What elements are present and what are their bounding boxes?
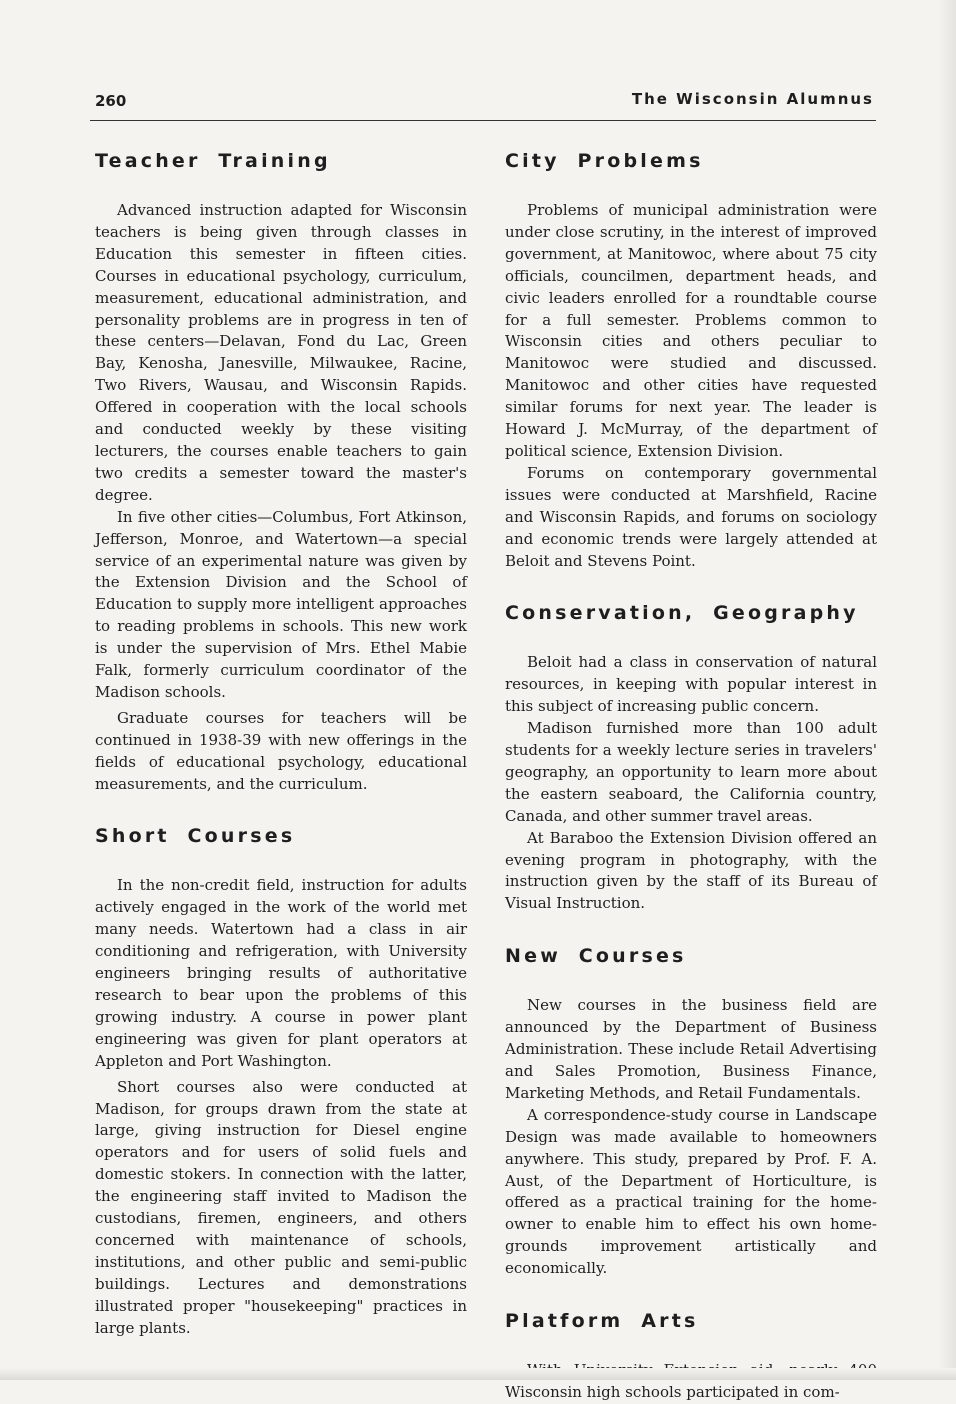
running-head-title: The Wisconsin Alumnus <box>631 90 874 108</box>
section-city-problems <box>505 148 877 572</box>
section-new-courses <box>505 943 877 1280</box>
page-bottom-shadow <box>0 1368 956 1380</box>
page-number: 260 <box>95 92 127 110</box>
paragraph: In the non-credit field, instruction for adults actively engaged in the work of the world met many needs. Watertown had a class in air conditioning and refrigeration, with University engineers bringing results of authoritative research to bear upon the problems of this growing industry. A course in power plant engineering was given for plant operators at Appleton and Port Washington. <box>95 876 467 1070</box>
section-heading: Platform Arts <box>505 1310 699 1333</box>
paragraph: Forums on contemporary governmental issues were conducted at Marshfield, Racine and Wisconsin Rapids, and forums on sociology and economic trends were largely attended at Beloit and Stevens Point. <box>505 463 877 570</box>
section-heading: City Problems <box>505 150 704 172</box>
page-edge-shadow <box>938 0 956 1380</box>
section-platform-arts <box>505 1308 877 1404</box>
paragraph: At Baraboo the Extension Division offered an evening program in photography, with the instruction given by the staff of its Bureau of Visual Instruction. <box>505 828 877 913</box>
section-teacher-training <box>95 148 467 795</box>
paragraph: Problems of municipal administration were under close scrutiny, in the interest of improved government, at Manitowoc, where about 75 city officials, councilmen, department heads, and civic leaders enrolled for a roundtable course for a full semester. Problems common to Wisconsin cities and others peculiar to Manitowoc were studied and discussed. Manitowoc and other cities have requested similar forums for next year. The leader is Howard J. McMurray, of the department of political science, Extension Division. <box>505 201 877 460</box>
paragraph: Short courses also were conducted at Madison, for groups drawn from the state at large, giving instruction for Diesel engine operators and for users of solid fuels and domestic stokers. In connection with the latter, the engineering staff invited to Madison the custodians, firemen, engineers, and others concerned with maintenance of schools, institutions, and other public and semi-public buildings. Lectures and demonstrations illustrated proper "housekeeping" practices in large plants. <box>95 1077 467 1337</box>
paragraph: Madison furnished more than 100 adult students for a weekly lecture series in travelers' geography, an opportunity to learn more about the eastern seaboard, the California country, Canada, and other summer travel areas. <box>505 719 877 825</box>
section-short-courses <box>95 823 467 1339</box>
paragraph: Advanced instruction adapted for Wisconsin teachers is being given through classes in Education this semester in fifteen cities. Courses in educational psychology, curriculum, measurement, educational administration, and personality problems are in progress in ten of these centers—Delavan, Fond du Lac, Green Bay, Kenosha, Janesville, Milwaukee, Racine, Two Rivers, Wausau, and Wisconsin Rapids. Offered in cooperation with the local schools and conducted weekly by these visiting lecturers, the courses enable teachers to gain two credits a semester toward the master's degree. <box>95 201 467 504</box>
section-conservation-geography <box>505 600 877 915</box>
paragraph: Graduate courses for teachers will be continued in 1938-39 with new offerings in the fields of educational psychology, educational measurements, and the curriculum. <box>95 708 467 793</box>
paragraph: A correspondence-study course in Landscape Design was made available to homeowners anywhere. This study, prepared by Prof. F. A. Aust, of the Department of Horticulture, is offered as a practical training for the home-owner to enable him to effect his own home-grounds improvement artistically and economically. <box>505 1105 877 1278</box>
left-column <box>95 148 467 1340</box>
section-heading: New Courses <box>505 945 687 968</box>
section-heading: Teacher Training <box>95 150 331 172</box>
right-column <box>505 148 877 1404</box>
paragraph: Beloit had a class in conservation of natural resources, in keeping with popular interest in this subject of increasing public concern. <box>505 653 877 716</box>
paragraph: Wisconsin high schools participated in com- <box>505 1382 840 1401</box>
section-heading: Short Courses <box>95 825 296 848</box>
paragraph: New courses in the business field are announced by the Department of Business Administration. These include Retail Advertising and Sales Promotion, Business Finance, Marketing Methods, and Retail Fundamentals. <box>505 996 877 1102</box>
paragraph: In five other cities—Columbus, Fort Atkinson, Jefferson, Monroe, and Watertown—a special service of an experimental nature was given by the Extension Division and the School of Education to supply more intelligent approaches to reading problems in schools. This new work is under the supervision of Mrs. Ethel Mabie Falk, formerly curriculum coordinator of the Madison schools. <box>95 507 467 701</box>
section-heading: Conservation, Geography <box>505 602 859 625</box>
header-divider <box>90 120 876 121</box>
